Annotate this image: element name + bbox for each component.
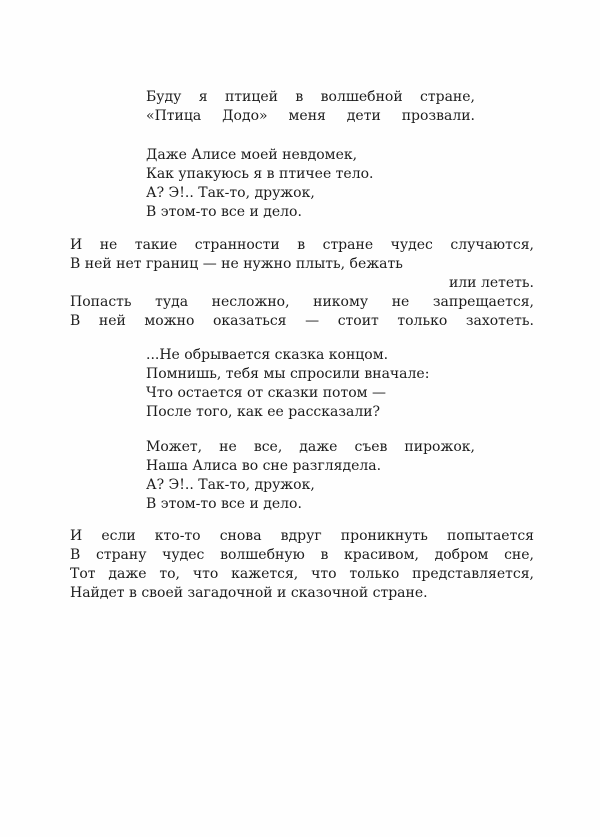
poem-line: «Птица Додо» меня дети прозвали. [146, 108, 475, 124]
poem-line: Тот даже то, что кажется, что только представляется, [70, 566, 534, 582]
poem-line: И если кто-то снова вдруг проникнуть попытается [70, 528, 534, 544]
poem-line: А? Э!.. Так-то, дружок, [146, 477, 315, 493]
poem-line: Что остается от сказки потом — [146, 385, 386, 401]
poem-line: Как упакуюсь я в птичее тело. [146, 166, 374, 182]
stanza-6 [70, 527, 534, 603]
poem-line: В ней можно оказаться — стоит только захотеть. [70, 313, 534, 329]
poem-line: Может, не все, даже съев пирожок, [146, 439, 475, 455]
stanza-2 [146, 146, 475, 222]
stanza-3 [70, 236, 534, 331]
poem-line: В страну чудес волшебную в красивом, добром сне, [70, 547, 534, 563]
stanza-5 [146, 438, 475, 514]
poem-line: А? Э!.. Так-то, дружок, [146, 185, 315, 201]
stanza-1 [146, 88, 475, 126]
poem-line: В ней нет границ — не нужно плыть, бежать [70, 256, 403, 272]
poem-line: Найдет в своей загадочной и сказочной стране. [70, 585, 428, 601]
poem-line: Даже Алисе моей невдомек, [146, 147, 358, 163]
poem-line: Попасть туда несложно, никому не запрещается, [70, 294, 534, 310]
poem-line: После того, как ее рассказали? [146, 404, 381, 420]
poem-line: Наша Алиса во сне разглядела. [146, 458, 382, 474]
poem-line: В этом-то все и дело. [146, 204, 302, 220]
poem-line: ...Не обрывается сказка концом. [146, 347, 389, 363]
poem-line: Помнишь, тебя мы спросили вначале: [146, 366, 430, 382]
stanza-4 [146, 346, 475, 422]
poem-line: И не такие странности в стране чудес случаются, [70, 237, 534, 253]
poem-line-runover: или лететь. [448, 275, 534, 291]
poem-line: В этом-то все и дело. [146, 496, 302, 512]
poem-line: Буду я птицей в волшебной стране, [146, 89, 475, 105]
